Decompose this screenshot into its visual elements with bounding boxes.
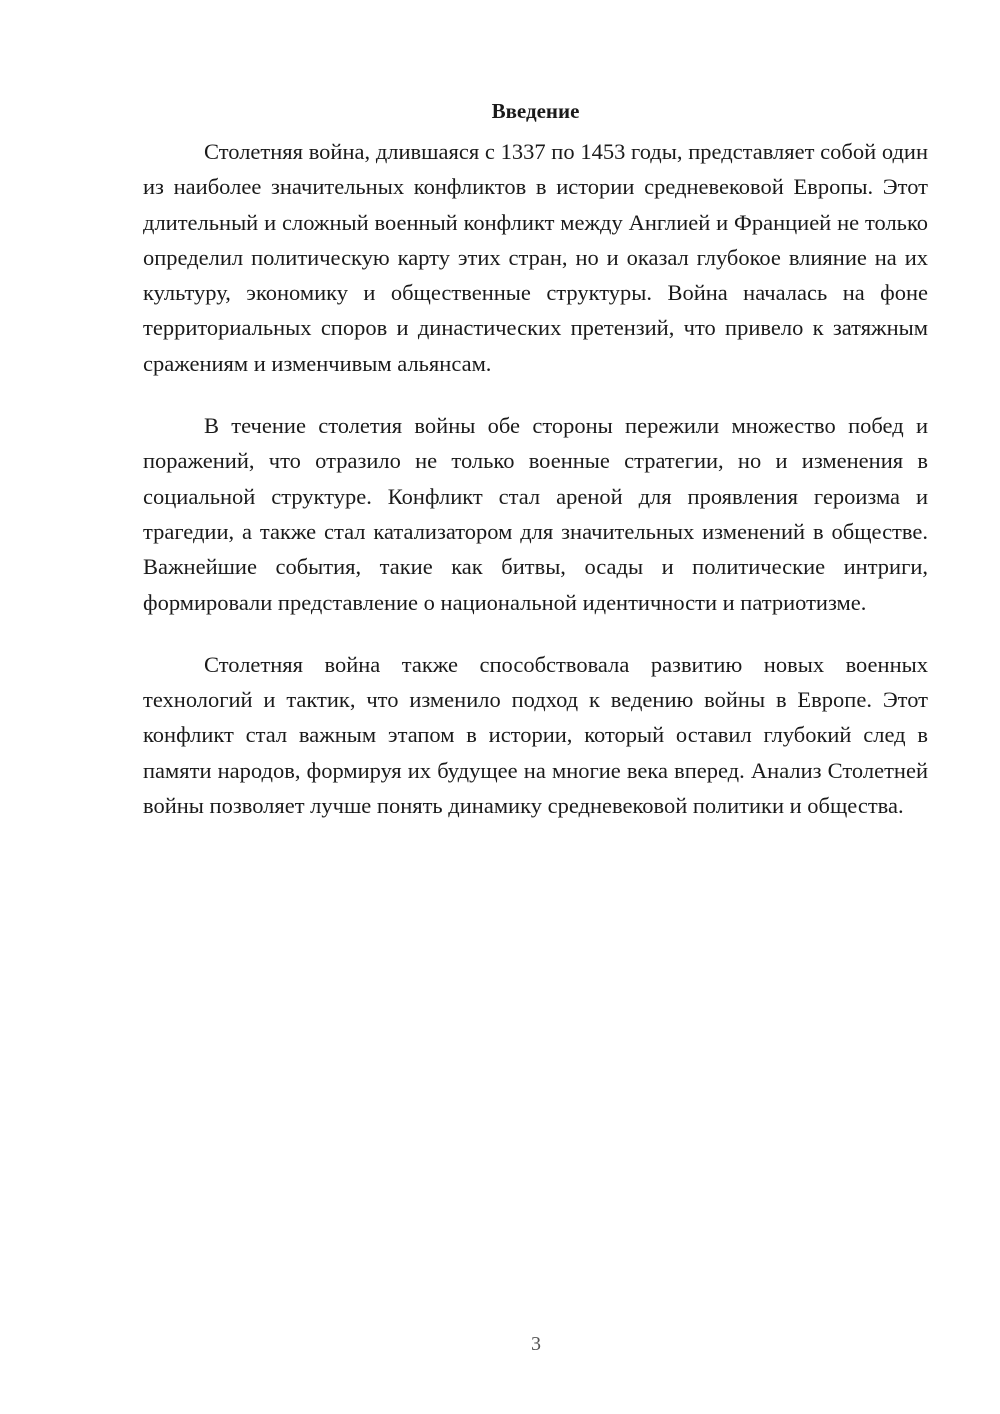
paragraph-3: Столетняя война также способствовала развитию новых военных технологий и тактик, что изменило подход к ведению войны в Европе. Этот конфликт стал важным этапом в истории, который оставил глубокий след в памяти народов, формируя их будущее на многие века вперед. Анализ Столетней войны позволяет лучше понять динамику средневековой политики и общества.	[143, 651, 928, 819]
page-content	[143, 96, 928, 850]
paragraph-1: Столетняя война, длившаяся с 1337 по 1453 годы, представляет собой один из наиболее значительных конфликтов в истории средневековой Европы. Этот длительный и сложный военный конфликт между Англией и Францией не только определил политическую карту этих стран, но и оказал глубокое влияние на их культуру, экономику и общественные структуры. Война началась на фоне территориальных споров и династических претензий, что привело к затяжным сражениям и изменчивым альянсам.	[143, 139, 928, 376]
paragraph-2: В течение столетия войны обе стороны пережили множество побед и поражений, что отразило не только военные стратегии, но и изменения в социальной структуре. Конфликт стал ареной для проявления героизма и трагедии, а также стал катализатором для значительных изменений в обществе. Важнейшие события, такие как битвы, осады и политические интриги, формировали представление о национальной идентичности и патриотизме.	[143, 413, 928, 615]
page-number: 3	[531, 1333, 541, 1355]
section-title: Введение	[491, 99, 580, 123]
